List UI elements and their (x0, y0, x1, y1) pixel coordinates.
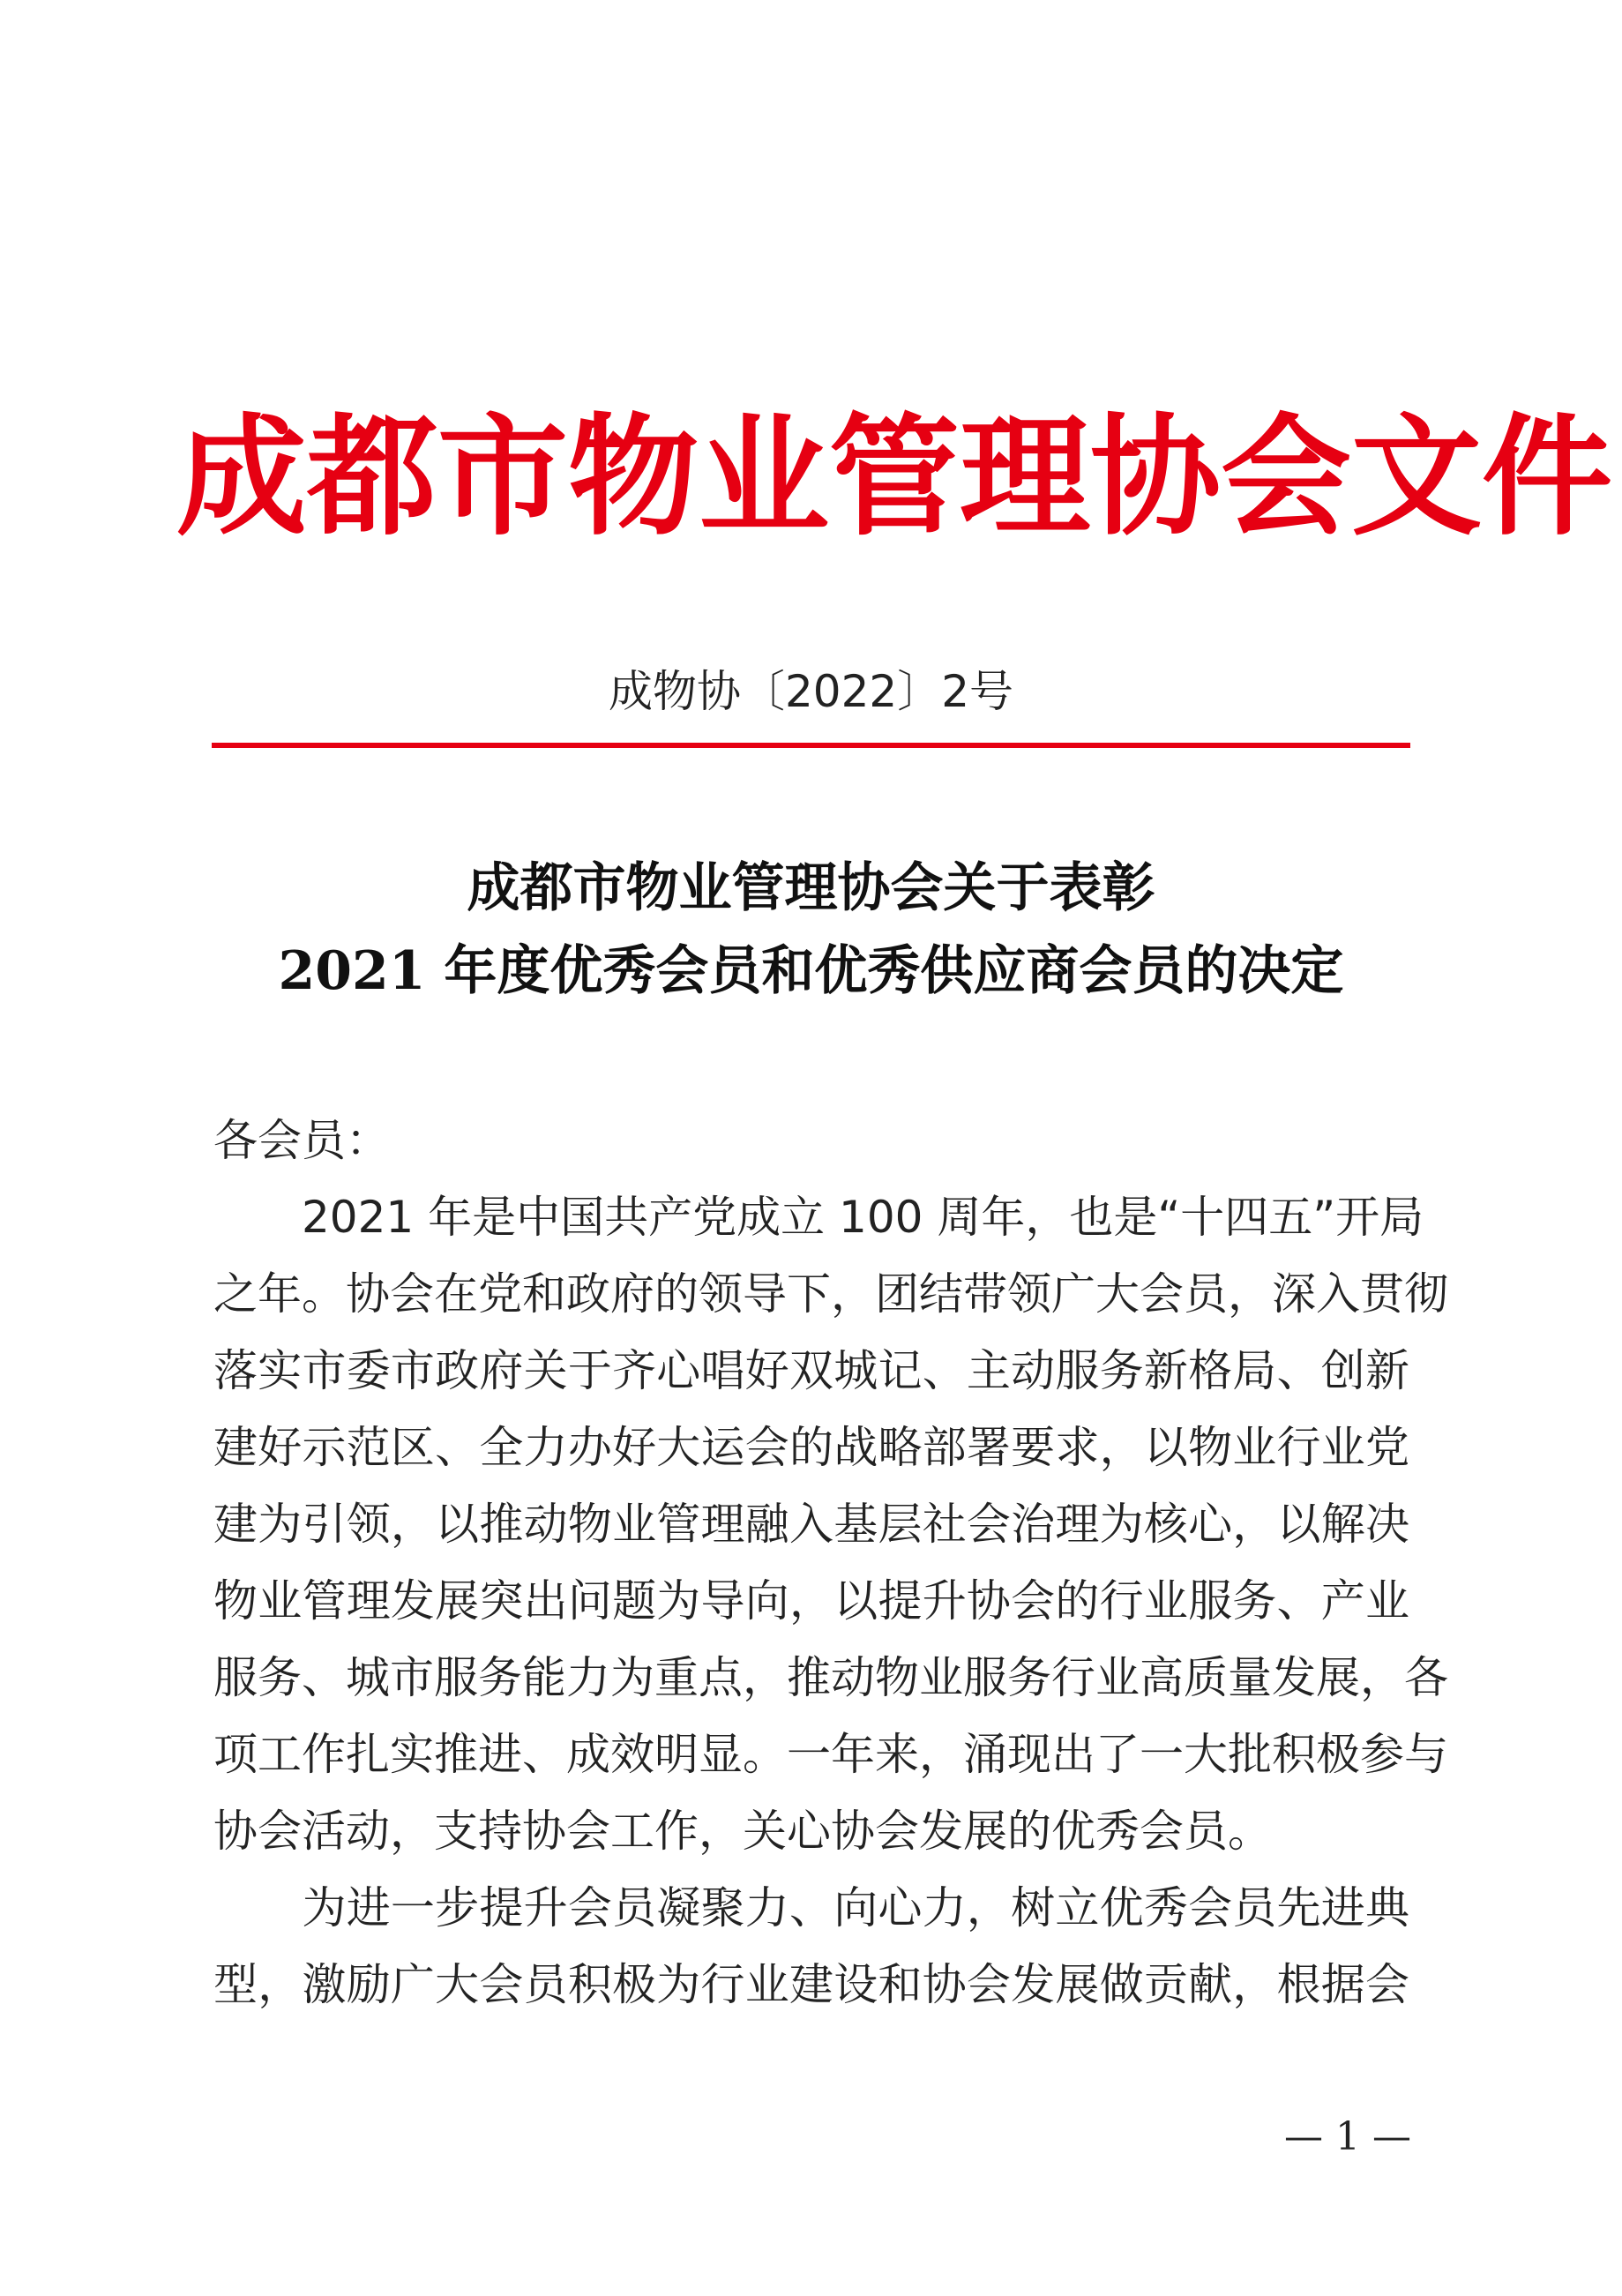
red-divider-rule (212, 743, 1410, 748)
title-line-1: 成都市物业管理协会关于表彰 (467, 857, 1155, 919)
paragraph-1-line: 服务、城市服务能力为重点，推动物业服务行业高质量发展，各 (213, 1652, 1448, 1703)
title-line-2: 2021 年度优秀会员和优秀供应商会员的决定 (278, 940, 1344, 1002)
paragraph-2-line: 型，激励广大会员积极为行业建设和协会发展做贡献，根据会 (213, 1959, 1409, 2010)
document-body (213, 1103, 1448, 2023)
paragraph-1-line: 落实市委市政府关于齐心唱好双城记、主动服务新格局、创新 (213, 1345, 1409, 1396)
masthead-title: 成都市物业管理协会文件 (176, 400, 1612, 553)
paragraph-2-line: 为进一步提升会员凝聚力、向心力，树立优秀会员先进典 (213, 1882, 1409, 1933)
salutation: 各会员： (213, 1115, 390, 1166)
document-title (176, 847, 1446, 1013)
page-number: — 1 — (1284, 2114, 1411, 2159)
paragraph-1-line: 协会活动，支持协会工作，关心协会发展的优秀会员。 (213, 1806, 1272, 1857)
paragraph-1-line: 建好示范区、全力办好大运会的战略部署要求，以物业行业党 (213, 1422, 1409, 1473)
paragraph-1-line: 项工作扎实推进、成效明显。一年来，涌现出了一大批积极参与 (213, 1729, 1448, 1780)
paragraph-1-line: 2021 年是中国共产党成立 100 周年，也是“十四五”开局 (213, 1192, 1424, 1243)
paragraph-1-line: 之年。协会在党和政府的领导下，团结带领广大会员，深入贯彻 (213, 1268, 1448, 1320)
document-number: 成物协〔2022〕2号 (608, 666, 1014, 717)
paragraph-1-line: 物业管理发展突出问题为导向，以提升协会的行业服务、产业 (213, 1575, 1409, 1627)
paragraph-1-line: 建为引领，以推动物业管理融入基层社会治理为核心，以解决 (213, 1499, 1409, 1550)
